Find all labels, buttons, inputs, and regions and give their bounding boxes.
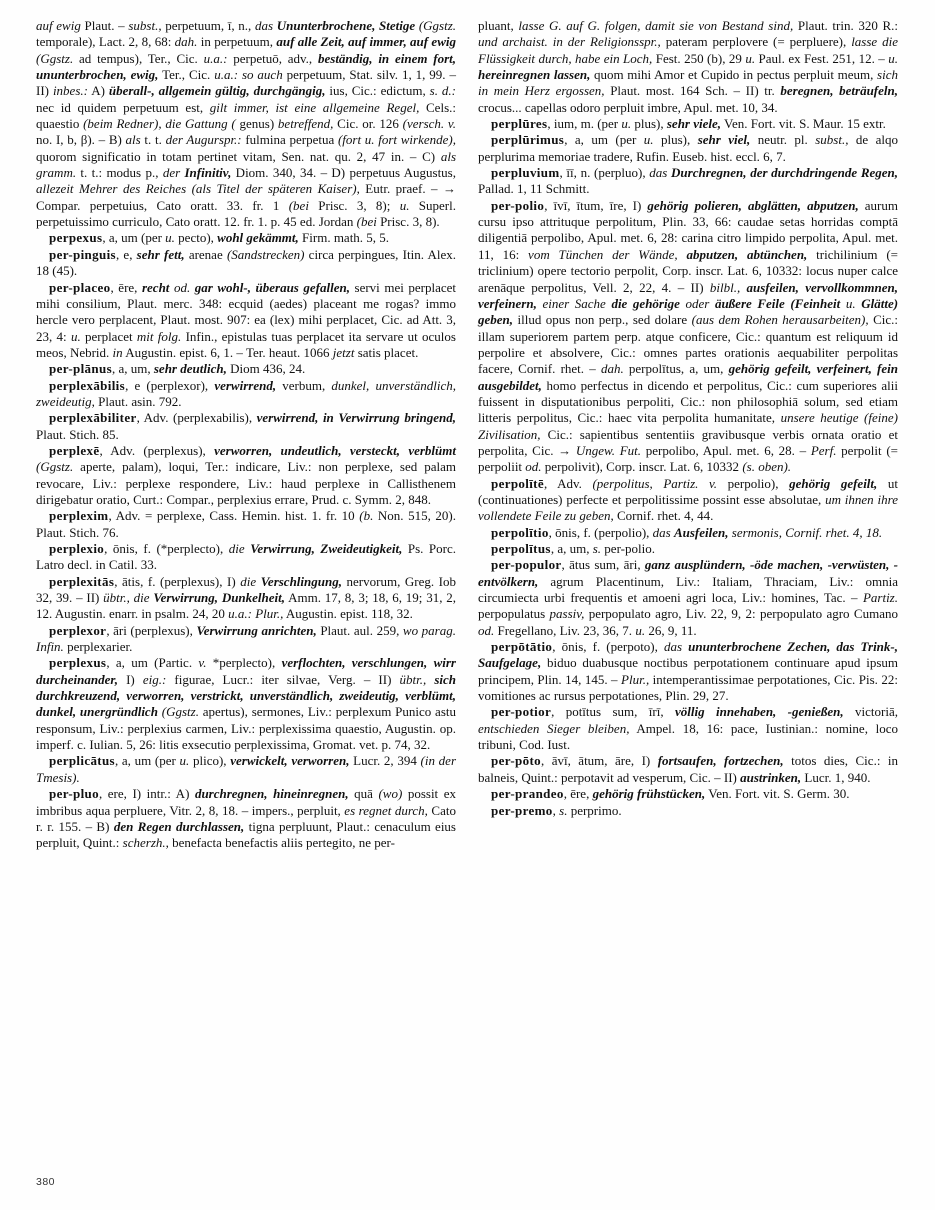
dictionary-entry: per-placeo, ēre, recht od. gar wohl-, überaus gefallen, servi mei perplacet mihi consilium, Plaut. merc. 348: ecquid (aedes) placeant me rogas? immo hercle vero perplacent, Plaut. most. 907: ea (lex) mihi perplacet, Cic. ad Att. 3, 23, 4: u. perplacet mit folg. Infin., epistulas tuas perplacet ita servare ut oculos meos, Nebrid. in Augustin. epist. 6, 1. – Ter. heaut. 1066 jetzt satis placet. [36, 279, 456, 360]
entry-continuation: pluant, lasse G. auf G. folgen, damit sie von Bestand sind, Plaut. trin. 320 R.: und archaist. in der Religionsspr., pateram perplovere (= perpluere), lasse die Flüssigkeit durch, habe ein Loch, Fest. 250 (b), 29 u. Paul. ex Fest. 251, 12. – u. hereinregnen lassen, quom mihi Amor et Cupido in pectus perpluit meum, sich in mein Herz ergossen, Plaut. most. 164 Sch. – II) tr. beregnen, beträufeln, crocus... capellas odoro perpluit imbre, Apul. met. 10, 34. [478, 18, 899, 115]
dictionary-entry: perpolītio, ōnis, f. (perpolio), das Ausfeilen, sermonis, Cornif. rhet. 4, 18. [491, 524, 883, 540]
dictionary-entry: per-pinguis, e, sehr fett, arenae (Sandstrecken) circa perpingues, Itin. Alex. 18 (45). [36, 246, 456, 279]
dictionary-entry: per-premo, s. perprimo. [491, 802, 622, 818]
left-column [36, 18, 456, 1158]
page-number: 380 [36, 1176, 56, 1188]
dictionary-entry: perpolītus, a, um, s. per-polio. [491, 541, 655, 556]
dictionary-entry: perplicātus, a, um (per u. plico), verwickelt, verworren, Lucr. 2, 394 (in der Tmesis). [36, 753, 457, 785]
dictionary-entry: perplexē, Adv. (perplexus), verworren, undeutlich, versteckt, verblümt (Ggstz. aperte, palam), loqui, Ter.: indicare, Liv.: non perplexe, sed palam revocare, Liv.: perplexe respondere, Liv.: haud perplexe in Callisthenem dirigebatur oratio, Curt.: Compar., perplexius errare, Prud. c. Symm. 2, 848. [36, 442, 456, 507]
dictionary-entry: per-populor, ātus sum, āri, ganz ausplündern, -öde machen, -verwüsten, -entvölkern, agrum Placentinum, Liv.: Italiam, Thraciam, Liv.: omnia circumiecta urbi frequentis et amoeni agri loca, Liv.: homines, Tac. – Partiz. perpopulatus passiv, perpopulato agro, Liv. 22, 9, 2: perpopulato agro Cumano od. Fregellano, Liv. 23, 36, 7. u. 26, 9, 11. [478, 557, 899, 638]
dictionary-entry: per-pōto, āvī, ātum, āre, I) fortsaufen, fortzechen, totos dies, Cic.: in balneis, Quint.: perpotavit ad vesperum, Cic. – II) austrinken, Lucr. 1, 940. [478, 753, 899, 785]
dictionary-entry: perplexābilis, e (perplexor), verwirrend, verbum, dunkel, unverständlich, zweideutig, Plaut. asin. 792. [36, 377, 456, 409]
dictionary-entry: perpluvium, īī, n. (perpluo), das Durchregnen, der durchdringende Regen, Pallad. 1, 11 Schmitt. [478, 165, 899, 197]
dictionary-entry: per-potior, potītus sum, īrī, völlig innehaben, -genießen, victoriā, entschieden Sieger bleiben, Ampel. 18, 16: pace, Iustinian.: nomine, loco tribuni, Cod. Iust. [478, 704, 898, 753]
two-column-body [36, 18, 898, 1158]
dictionary-entry: perplexor, āri (perplexus), Verwirrung anrichten, Plaut. aul. 259, wo parag. Infin. perplexarier. [36, 622, 456, 655]
dictionary-entry: per-plānus, a, um, sehr deutlich, Diom 436, 24. [49, 361, 306, 377]
dictionary-entry: per-pluo, ere, I) intr.: A) durchregnen, hineinregnen, quā (wo) possit ex imbribus aqua perpluere, Vitr. 2, 8, 18. – impers., perpluit, es regnet durch, Cato r. r. 155. – B) den Regen durchlassen, tigna perpluunt, Plaut.: cenaculum eius perpluit, Quint.: scherzh., benefacta benefactis aliis pertegito, ne per- [36, 786, 456, 851]
dictionary-entry: perplūres, ium, m. (per u. plus), sehr viele, Ven. Fort. vit. S. Maur. 15 extr. [491, 116, 886, 132]
dictionary-entry: perplexus, a, um (Partic. v. *perplecto), verflochten, verschlungen, wirr durcheinander, I) eig.: figurae, Lucr.: iter silvae, Verg. – II) übtr., sich durchkreuzend, verworren, verstrickt, unverständlich, zweideutig, verblümt, dunkel, unergründlich (Ggstz. apertus), sermones, Liv.: perplexum Punico astu responsum, Liv.: perplexius carmen, Liv.: perplexissima quaestio, Augustin. op. imperf. c. Iulian. 5, 26: litis exsecutio perplexissima, Gromat. vet. p. 74, 32. [36, 655, 457, 753]
entry-continuation: auf ewig Plaut. – subst., perpetuum, ī, n., das Ununterbrochene, Stetige (Ggstz. temporale), Lact. 2, 8, 68: dah. in perpetuum, auf alle Zeit, auf immer, auf ewig (Ggstz. ad tempus), Ter., Cic. u.a.: perpetuō, adv., beständig, in einem fort, ununterbrochen, ewig, Ter., Cic. u.a.: so auch perpetuum, Stat. silv. 1, 1, 99. – II) inbes.: A) überall-, allgemein gültig, durchgängig, ius, Cic.: edictum, s. d.: nec id quidem perpetuum est, gilt immer, ist eine allgemeine Regel, Cels.: quaestio (beim Redner), die Gattung ( genus) betreffend, Cic. or. 126 (versch. v. no. I, b, β). – B) als t. t. der Augurspr.: fulmina perpetua (fort u. fort wirkende), quorom significatio in totam pertinet vitam, Sen. nat. qu. 2, 47 in. – C) als gramm. t. t.: modus p., der Infinitiv, Diom. 340, 34. – D) perpetuus Augustus, allezeit Mehrer des Reiches (als Titel der späteren Kaiser), Eutr. praef. – → Compar. perpetuius, Cato oratt. 33. fr. 1 (bei Prisc. 3, 8); u. Superl. perpetuissimo curriculo, Cato oratt. 12. fr. 1. p. 45 ed. Jordan (bei Prisc. 3, 8). [36, 18, 457, 230]
dictionary-entry: perplexābiliter, Adv. (perplexabilis), verwirrend, in Verwirrung bringend, Plaut. Stich. 85. [36, 410, 456, 442]
dictionary-entry: perplexitās, ātis, f. (perplexus), I) die Verschlingung, nervorum, Greg. Iob 32, 39. – II) übtr., die Verwirrung, Dunkelheit, Amm. 17, 8, 3; 18, 6, 19; 31, 2, 12. Augustin. enarr. in psalm. 24, 20 u.a.: Plur., Augustin. epist. 118, 32. [36, 573, 457, 622]
right-column [478, 18, 898, 1158]
dictionary-entry: perplexim, Adv. = perplexe, Cass. Hemin. hist. 1. fr. 10 (b. Non. 515, 20). Plaut. Stich. 76. [36, 508, 456, 540]
dictionary-entry: perpolītē, Adv. (perpolitus, Partiz. v. perpolio), gehörig gefeilt, ut (continuationes) perfecte et perpolitissime possint esse absolutae, um ihnen ihre vollendete Feile zu geben, Cornif. rhet. 4, 44. [478, 475, 898, 524]
dictionary-entry: perplūrimus, a, um (per u. plus), sehr viel, neutr. pl. subst., de alqo perplurima memoriae tradere, Rufin. Euseb. hist. eccl. 6, 7. [478, 132, 898, 164]
dictionary-entry: perpōtātio, ōnis, f. (perpoto), das ununterbrochene Zechen, das Trink-, Saufgelage, biduo duabusque noctibus perpotationem continuare apud ipsum principem, Plin. 14, 145. – Plur., intemperantissimae perpotationes, Cic. Pis. 22: vomitiones ac rursus perpotationes, Plin. 29, 27. [478, 639, 898, 704]
dictionary-entry: per-polio, īvī, ītum, īre, I) gehörig polieren, abglätten, abputzen, aurum cursu ipso attrituque perpolitum, Plin. 33, 66: caudae setas horridas comptā diligentiā perpolibo, Apul. met. 6, 28: carina citro limpido perpolita, Apul. met. 11, 16: vom Tünchen der Wände, abputzen, abtünchen, trichilinium (= triclinium) opere tectorio perpolit, Corp. inscr. Lat. 6, 10332: locus nuper calce arenāque perpolitus, Vell. 2, 22, 4. – II) bilbl., ausfeilen, vervollkommnen, verfeinern, einer Sache die gehörige oder äußere Feile (Feinheit u. Glätte) geben, illud opus non perp., sed dolare (aus dem Rohen herausarbeiten), Cic.: illam superiorem partem perp. atque conficere, Cic.: quantum est reliquum id perpolire et absolvere, Cic.: omnes partes orationis aequabiliter perpolitas facere, Cornif. rhet. – dah. perpolītus, a, um, gehörig gefeilt, verfeinert, fein ausgebildet, homo perfectus in dicendo et perpolitus, Cic.: cum superiores alii fuissent in disputationibus perpoliti, Cic.: non philosophiā solum, sed etiam litteris perpolitus, Cic.: haec vita perpolita humanitate, unsere heutige (feine) Zivilisation, Cic.: sapientibus sententiis gravibusque verbis ornata oratio et perpolita, Cic. → Ungew. Fut. perpolibo, Apul. met. 6, 28. – Perf. perpolit (= perpoliit od. perpolivit), Corp. inscr. Lat. 6, 10332 (s. oben). [478, 197, 899, 475]
dictionary-entry: per-prandeo, ēre, gehörig frühstücken, Ven. Fort. vit. S. Germ. 30. [491, 786, 850, 802]
dictionary-entry: perplexio, ōnis, f. (*perplecto), die Verwirrung, Zweideutigkeit, Ps. Porc. Latro decl. in Catil. 33. [36, 541, 457, 573]
dictionary-entry: perpexus, a, um (per u. pecto), wohl gekämmt, Firm. math. 5, 5. [49, 230, 390, 246]
